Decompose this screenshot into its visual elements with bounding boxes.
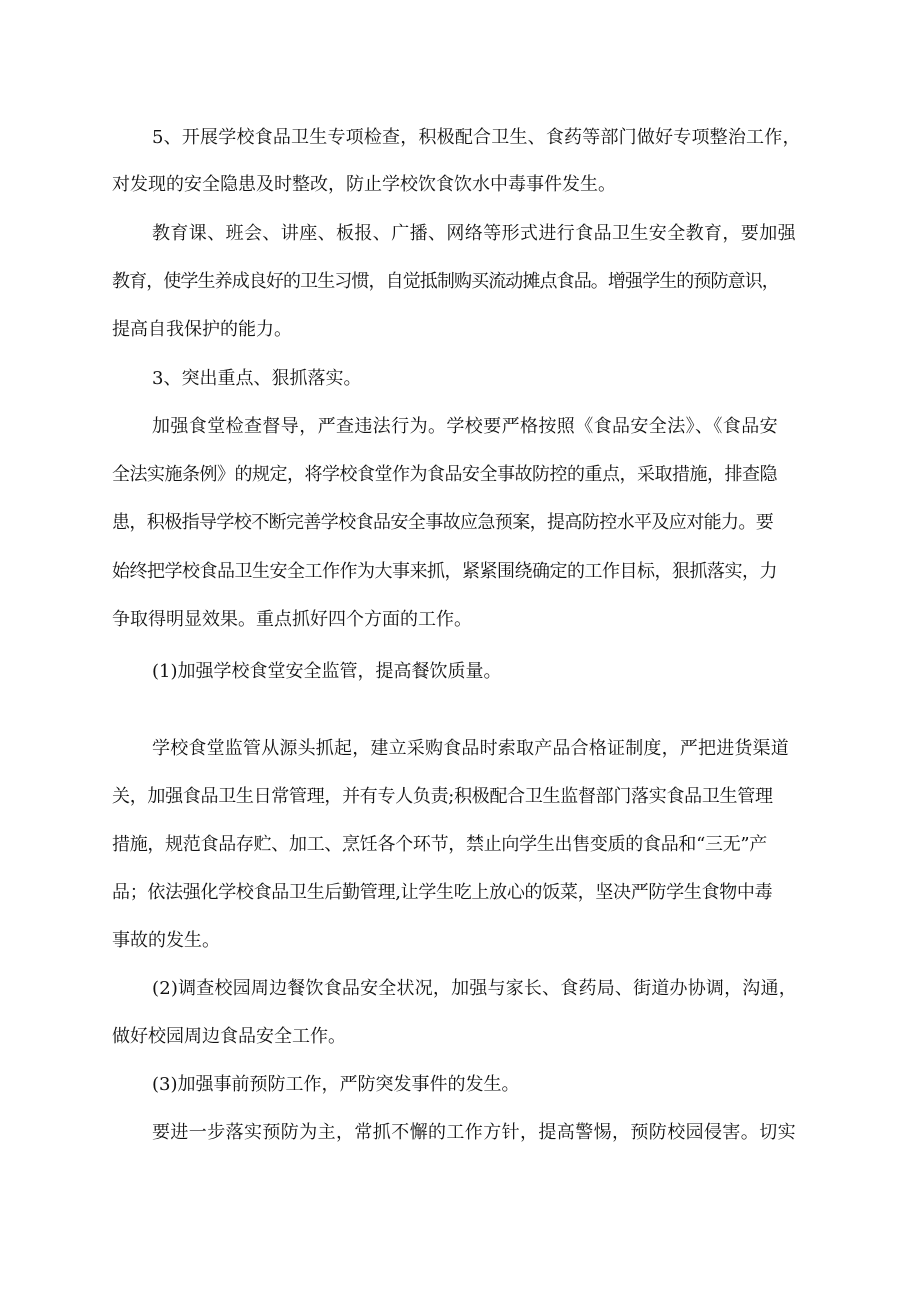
paragraph-item-5-line-1: 5、开展学校食品卫生专项检查，积极配合卫生、食药等部门做好专项整治工作， bbox=[152, 127, 801, 148]
paragraph-education-line-1: 教育课、班会、讲座、板报、广播、网络等形式进行食品卫生安全教育，要加强 bbox=[152, 223, 796, 244]
paragraph-education-line-2: 教育，使学生养成良好的卫生习惯，自觉抵制购买流动摊点食品。增强学生的预防意识， bbox=[112, 271, 779, 292]
paragraph-canteen-line-3: 患，积极指导学校不断完善学校食品安全事故应急预案，提高防控水平及应对能力。要 bbox=[112, 512, 774, 533]
paragraph-sub-2-line-1: (2)调查校园周边餐饮食品安全状况，加强与家长、食药局、街道办协调，沟通， bbox=[152, 978, 797, 999]
sub-1-heading: (1)加强学校食堂安全监管，提高餐饮质量。 bbox=[152, 661, 502, 682]
paragraph-sub-1-line-4: 品；依法强化学校食品卫生后勤管理,让学生吃上放心的饭菜，坚决严防学生食物中毒 bbox=[112, 882, 773, 903]
section-3-heading: 3、突出重点、狠抓落实。 bbox=[152, 368, 362, 389]
paragraph-canteen-line-4: 始终把学校食品卫生安全工作作为大事来抓，紧紧围绕确定的工作目标，狠抓落实，力 bbox=[112, 561, 777, 582]
paragraph-sub-1-line-5: 事故的发生。 bbox=[112, 930, 220, 951]
paragraph-sub-1-line-1: 学校食堂监管从源头抓起，建立采购食品时索取产品合格证制度，严把进货渠道 bbox=[152, 738, 789, 759]
paragraph-sub-1-line-2: 关，加强食品卫生日常管理，并有专人负责;积极配合卫生监督部门落实食品卫生管理 bbox=[112, 786, 773, 807]
paragraph-item-5-line-2: 对发现的安全隐患及时整改，防止学校饮食饮水中毒事件发生。 bbox=[112, 174, 616, 195]
sub-3-heading: (3)加强事前预防工作，严防突发事件的发生。 bbox=[152, 1074, 520, 1095]
paragraph-prevention-line-1: 要进一步落实预防为主，常抓不懈的工作方针，提高警惕，预防校园侵害。切实 bbox=[152, 1122, 796, 1143]
paragraph-sub-1-line-3: 措施，规范食品存贮、加工、烹饪各个环节，禁止向学生出售变质的食品和“三无”产 bbox=[112, 834, 768, 855]
paragraph-education-line-3: 提高自我保护的能力。 bbox=[112, 319, 292, 340]
paragraph-canteen-line-1: 加强食堂检查督导，严查违法行为。学校要严格按照《食品安全法》、《食品安 bbox=[152, 416, 778, 437]
paragraph-canteen-line-5: 争取得明显效果。重点抓好四个方面的工作。 bbox=[112, 609, 472, 630]
paragraph-sub-2-line-2: 做好校园周边食品安全工作。 bbox=[112, 1026, 346, 1047]
paragraph-canteen-line-2: 全法实施条例》的规定，将学校食堂作为食品安全事故防控的重点，采取措施，排查隐 bbox=[112, 464, 777, 485]
